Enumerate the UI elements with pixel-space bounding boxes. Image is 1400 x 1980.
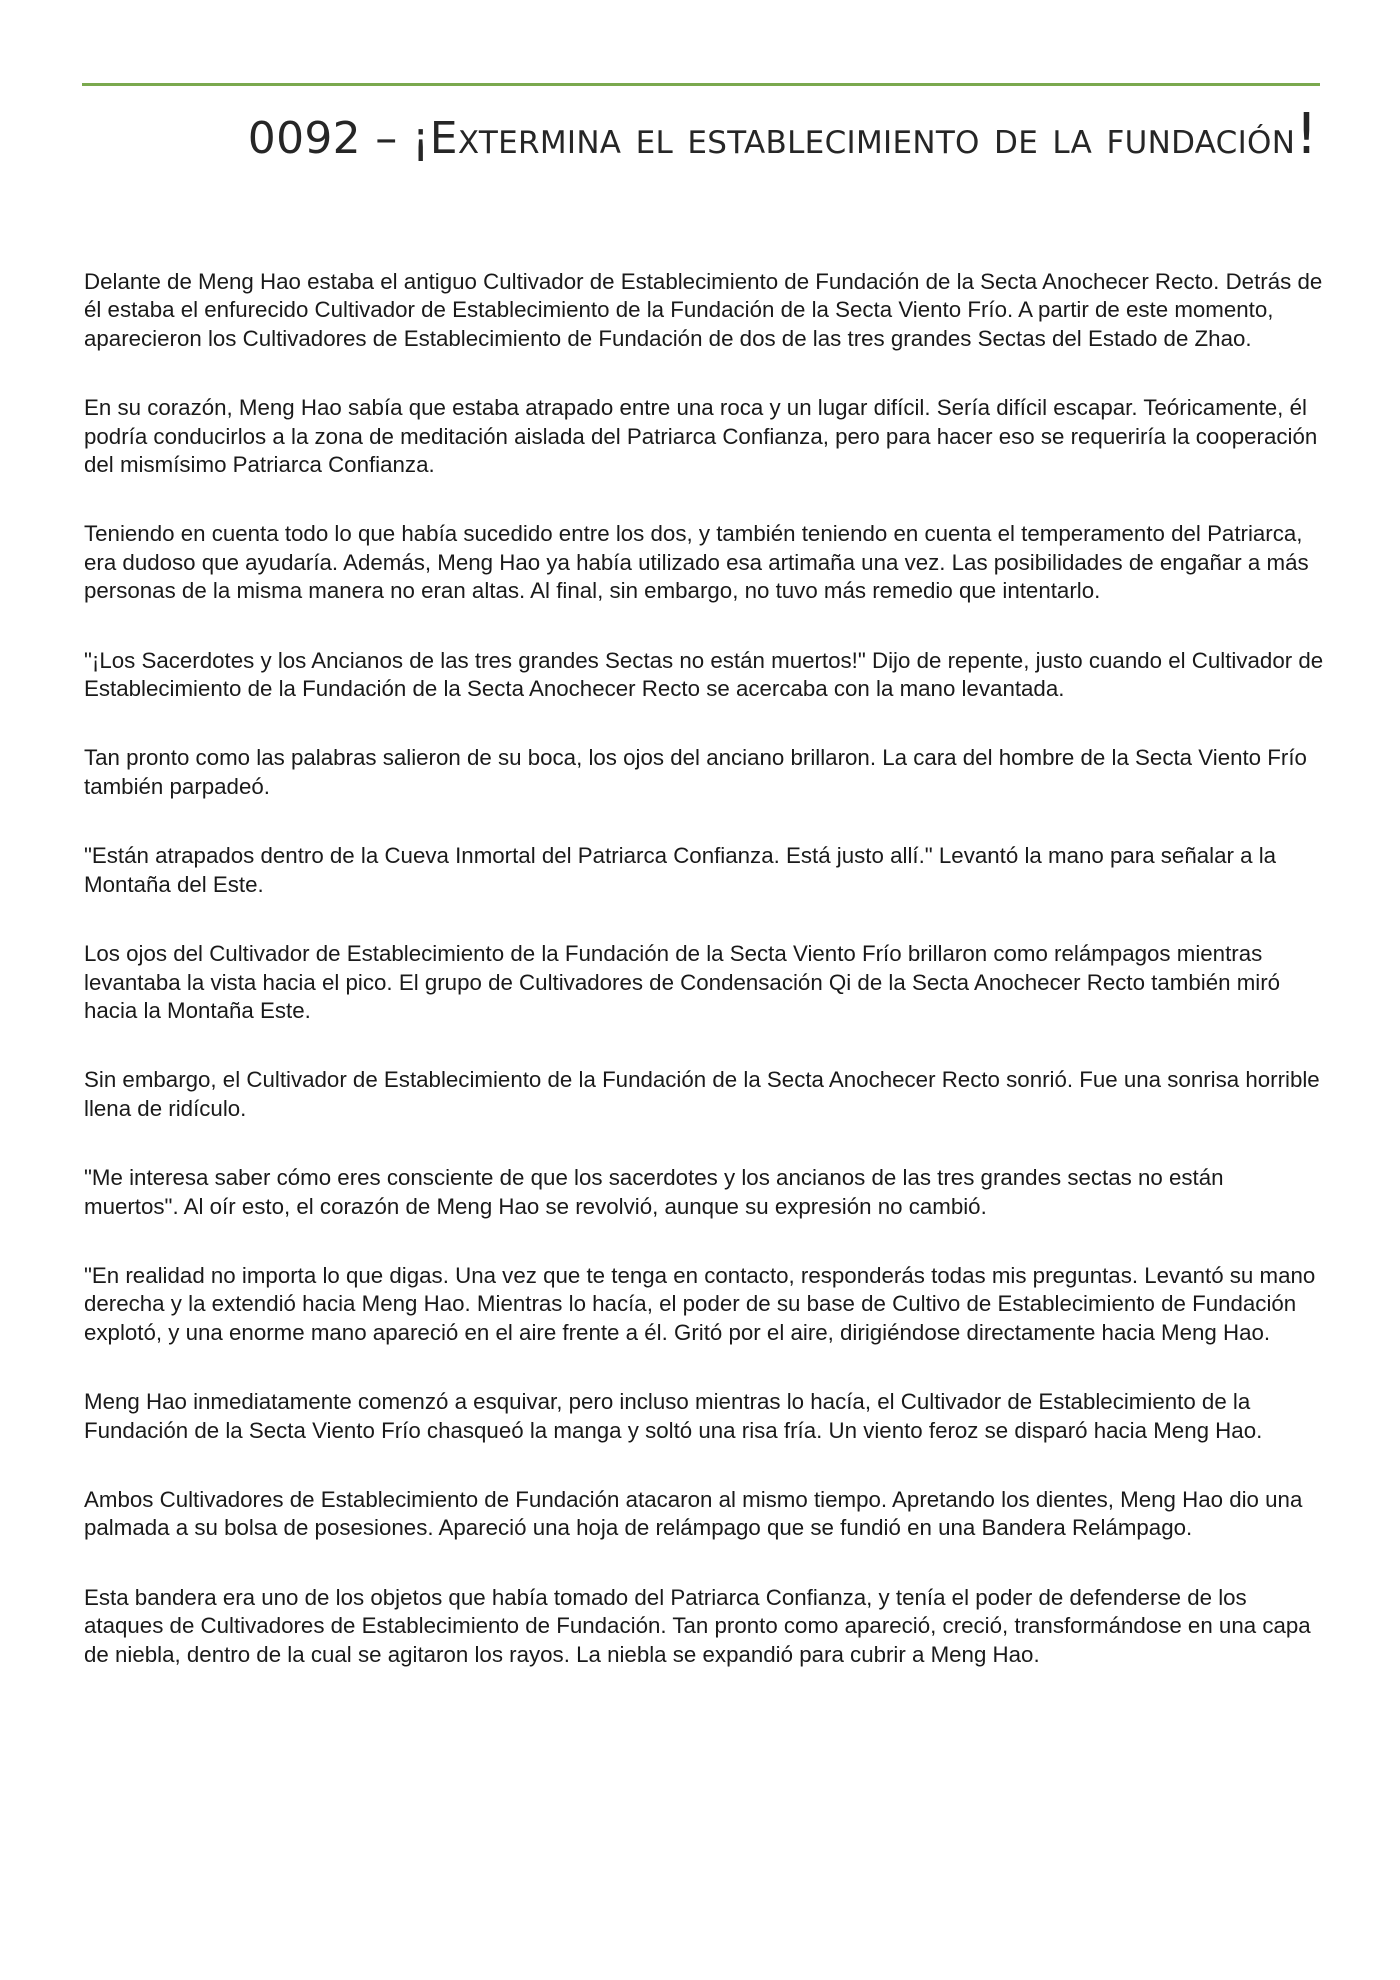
paragraph-5: Tan pronto como las palabras salieron de su boca, los ojos del anciano brillaron. La cara del hombre de la Secta Viento Frío también parpadeó. [84,745,1307,799]
paragraph-8: Sin embargo, el Cultivador de Establecimiento de la Fundación de la Secta Anochecer Recto sonrió. Fue una sonrisa horrible llena de ridículo. [84,1067,1320,1121]
paragraph-1: Delante de Meng Hao estaba el antiguo Cultivador de Establecimiento de Fundación de la Secta Anochecer Recto. Detrás de él estaba el enfurecido Cultivador de Establecimiento de la Fundación de la Secta Viento Frío. A partir de este momento, aparecieron los Cultivadores de Establecimiento de Fundación de dos de las tres grandes Sectas del Estado de Zhao. [84,269,1323,351]
paragraph-4: "¡Los Sacerdotes y los Ancianos de las tres grandes Sectas no están muertos!" Dijo de repente, justo cuando el Cultivador de Establecimiento de la Fundación de la Secta Anochecer Recto se acercaba con la mano levantada. [84,647,1324,702]
chapter-title [230,98,1318,176]
paragraph-12: Ambos Cultivadores de Establecimiento de Fundación atacaron al mismo tiempo. Apretando los dientes, Meng Hao dio una palmada a su bolsa de posesiones. Apareció una hoja de relámpago que se fundió en una Bandera Relámpago. [84,1486,1303,1541]
paragraph-2: En su corazón, Meng Hao sabía que estaba atrapado entre una roca y un lugar difícil. Sería difícil escapar. Teóricamente, él podría conducirlos a la zona de meditación aislada del Patriarca Confianza, pero para hacer eso se requeriría la cooperación del mismísimo Patriarca Confianza. [84,395,1318,478]
header-rule [82,83,1320,86]
chapter-title-exclamation: ! [1295,102,1318,167]
document-body [84,268,1324,1710]
paragraph-11: Meng Hao inmediatamente comenzó a esquivar, pero incluso mientras lo hacía, el Cultivador de Establecimiento de la Fundación de la Secta Viento Frío chasqueó la manga y soltó una risa fría. Un viento feroz se disparó hacia Meng Hao. [84,1389,1263,1443]
paragraph-9: "Me interesa saber cómo eres consciente de que los sacerdotes y los ancianos de las tres grandes sectas no están muertos". Al oír esto, el corazón de Meng Hao se revolvió, aunque su expresión no cambió. [84,1165,1224,1219]
paragraph-6: "Están atrapados dentro de la Cueva Inmortal del Patriarca Confianza. Está justo allí." Levantó la mano para señalar a la Montaña del Este. [84,843,1277,897]
paragraph-13: Esta bandera era uno de los objetos que había tomado del Patriarca Confianza, y tenía el poder de defenderse de los ataques de Cultivadores de Establecimiento de Fundación. Tan pronto como apareció, creció, transformándose en una capa de niebla, dentro de la cual se agitaron los rayos. La niebla se expandió para cubrir a Meng Hao. [84,1584,1311,1667]
paragraph-7: Los ojos del Cultivador de Establecimiento de la Fundación de la Secta Viento Frío brillaron como relámpagos mientras levantaba la vista hacia el pico. El grupo de Cultivadores de Condensación Qi de la Secta Anochecer Recto también miró hacia la Montaña Este. [84,941,1281,1023]
paragraph-10: "En realidad no importa lo que digas. Una vez que te tenga en contacto, responderás todas mis preguntas. Levantó su mano derecha y la extendió hacia Meng Hao. Mientras lo hacía, el poder de su base de Cultivo de Establecimiento de Fundación explotó, y una enorme mano apareció en el aire frente a él. Gritó por el aire, dirigiéndose directamente hacia Meng Hao. [84,1262,1316,1345]
paragraph-3: Teniendo en cuenta todo lo que había sucedido entre los dos, y también teniendo en cuenta el temperamento del Patriarca, era dudoso que ayudaría. Además, Meng Hao ya había utilizado esa artimaña una vez. Las posibilidades de engañar a más personas de la misma manera no eran altas. Al final, sin embargo, no tuvo más remedio que intentarlo. [84,521,1309,604]
chapter-title-text: 0092 – ¡Extermina el establecimiento de la fundación [247,113,1296,164]
